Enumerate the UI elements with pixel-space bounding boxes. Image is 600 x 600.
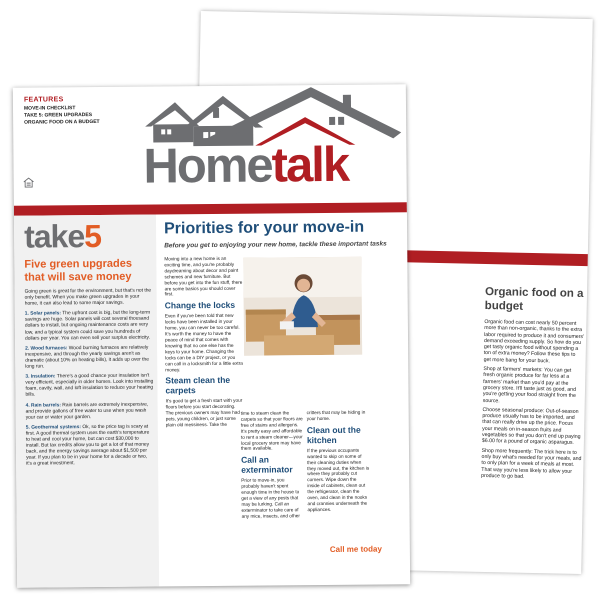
article-intro: Moving into a new home is an exciting time, and you're probably daydreaming about decor and paint schemes and new furniture. But before you get into the fun stuff, there are some basics you should cover first. [164,255,243,297]
organic-food-paragraph: Shop at farmers' markets: You can get fresh organic produce for far less at a farmers' market than you'd pay at the grocery store. It'll taste just as good, and you're getting your food straight from the source. [482,366,577,404]
features-item: ORGANIC FOOD ON A BUDGET [24,118,100,126]
features-heading: FEATURES [23,96,64,104]
sidebar-item [25,345,153,370]
change-locks-text: Even if you've been told that new locks have been installed in your home, you can never be too careful. It's worth the money to have the peace of mind that comes with knowing that no one else has the keys to your home. Changing the locks can be a DIY project, or you can call in a locksmith for a little extra money. [164,313,243,372]
sidebar-item-text: There's a good chance your insulation isn't very efficient, especially in older homes. Look into installing foam, cavity, wall, and loft insulation to reduce your heating bills. [25,373,154,399]
homtalk-wordmark [143,139,348,193]
take5-sidebar [14,214,159,587]
sidebar-intro: Going green is great for the environment, but that's not the only benefit. When you make green upgrades in your home, it can also lead to some major savings. [24,288,152,307]
kitchen-heading: Clean out the kitchen [306,424,361,445]
features-box [24,96,134,127]
organic-food-paragraph: Organic food can cost nearly 50 percent more than non-organic, thanks to the extra labor required to produce it and consumers' demand exceeding supply. So how do you get tasty organic food without spending a ton of extra money? Follow these tips to get more bang for your buck. [483,318,585,365]
sidebar-title: Five green upgrades that will save money [24,257,133,284]
take5-word: take [23,218,85,255]
take5-number: 5 [84,217,102,255]
sidebar-body [25,289,155,473]
sidebar-item-heading: 4. Rain barrels: [25,402,61,409]
article-column-2 [241,410,304,522]
sidebar-item-text: The upfront cost is big, but the long-term savings are huge. Solar panels will cost several thousand dollars to install, but ongoing maintenance costs are very low, and a typical system could save you hundreds of dollars per year. You can even sell your surplus electricity. [24,310,151,342]
exterminator-heading: Call an exterminator [241,454,293,476]
exterminator-continued: critters that may be hiding in your home. [306,409,366,422]
masthead [143,86,402,200]
steam-clean-heading: Steam clean the carpets [165,375,231,396]
woman-unpacking-photo [243,257,362,356]
sidebar-item-text: Ok, so the price tag is scary at first. A good thermal system uses the earth's temperature to heat and cool your home, but can cost $30,000 to install. But tax credits allow you to get a lot of that money back, and the energy savings average about $1,500 per year. If you plan to be in your home for a decade or two, it's a great investment. [25,424,150,467]
red-divider-bar [14,202,407,215]
sidebar-item-heading: 1. Solar panels: [24,311,61,317]
organic-food-paragraph: Shop more frequently: The trick here is to only buy what's needed for your meals, and to only plan for a week of meals at most. That way you're less likely to allow your produce to go bad. [481,447,582,480]
front-page [13,84,410,587]
organic-food-title: Organic food on a budget [484,285,584,313]
wordmark-home: Home [143,138,272,194]
exterminator-text: Prior to move-in, you probably haven't spent enough time in the house to get a view of any pests that may be lurking. Call an exterminator to take care of any mice, insects, and other [241,477,300,519]
features-item: MOVE-IN CHECKLIST [23,105,76,112]
features-item: TAKE 5: GREEN UPGRADES [24,112,93,119]
take5-logo [24,219,101,254]
sidebar-item-text: Rain barrels are extremely inexpensive, and provide gallons of free water to use when you wash your car or water your garden. [25,402,149,421]
article-subtitle: Before you get to enjoying your new home, tackle these important tasks [164,240,387,250]
organic-food-column [481,285,585,484]
sidebar-item-heading: 2. Wood furnaces: [25,346,68,352]
sidebar-item-heading: 3. Insulation: [25,374,56,380]
wordmark-talk: talk [271,137,349,193]
organic-food-paragraph: Choose seasonal produce: Out-of-season produce usually has to be imported, and that can really drive up the price. Focus your meals on in-season fruits and vegetables so that you don't end up paying $6.00 for a pound of organic asparagus. [481,406,581,447]
sidebar-item-text: Wood burning furnaces are relatively inexpensive, and through the yearly savings aren't as dramatic (about 10% on heating bills), it adds up over the long run. [25,345,149,370]
article-column-1 [164,256,244,432]
photo-illustration [243,257,362,356]
sidebar-item [25,374,153,399]
article-column-3 [307,410,370,516]
equal-housing-icon [24,178,34,188]
kitchen-text: If the previous occupants wanted to skip on some of their cleaning duties when they moved out, the kitchen is where they probably cut corners. Wipe down the inside of cabinets, clean out the refrigerator, clean the oven, and clean in the nooks and crannies underneath the appliances. [306,447,370,513]
call-me-today: Call me today [329,544,382,554]
change-locks-heading: Change the locks [164,300,236,311]
steam-clean-continued: time to steam clean the carpets so that your floors are free of stains and allergens. It's pretty easy and affordable to rent a steam cleaner—your local grocery store may have them available. [240,410,303,452]
sidebar-item [25,311,153,343]
sidebar-item [26,402,154,421]
sidebar-item-heading: 5. Geothermal systems: [25,424,82,431]
sidebar-item [26,424,154,468]
steam-clean-text: It's good to get a fresh start with your floors before you start decorating. The previous owners may have had pets, young children, or just some plain old messiness. Take the [165,398,243,428]
article-title: Priorities for your move-in [163,218,365,238]
